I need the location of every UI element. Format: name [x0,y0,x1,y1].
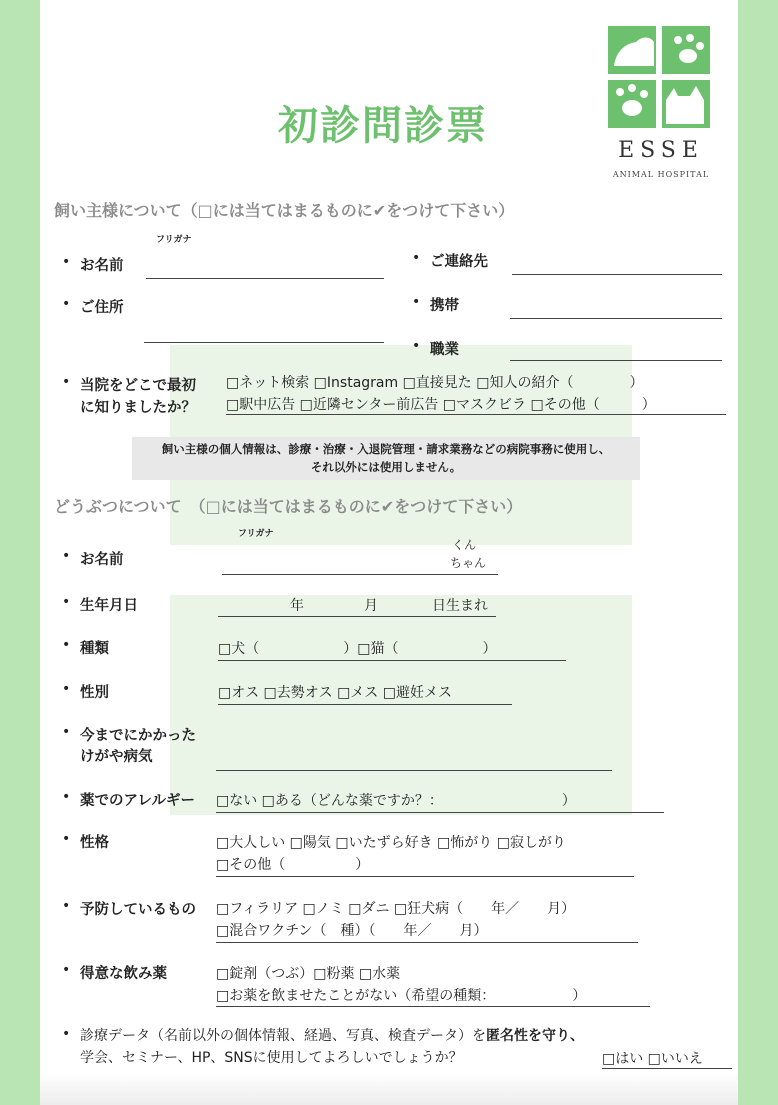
consent-anonymity: 匿名性を守り、 [486,1028,584,1044]
temperament-underline [216,876,634,877]
species-options[interactable]: □犬（ ）□猫（ ） [218,641,497,657]
bullet: • [412,294,421,310]
species-underline [218,660,566,661]
animal-name-label: お名前 [80,552,124,568]
medicine-label: 得意な飲み薬 [80,966,167,982]
prevention-options-line2[interactable]: □混合ワクチン（ 種）（ 年／ 月） [216,923,488,939]
birth-year-unit: 年 [290,598,304,614]
address-label: ご住所 [80,300,124,316]
bullet: • [62,637,71,653]
source-underline [226,414,726,415]
source-label-line2: に知りましたか？ [80,400,196,416]
page-title: 初診問診票 [278,103,488,149]
bullet: • [62,724,71,740]
temperament-options-line1[interactable]: □大人しい □陽気 □いたずら好き □怖がり □寂しがり [216,835,566,851]
bullet: • [62,831,71,847]
bullet: • [62,594,71,610]
left-green-band [0,0,40,1105]
medicine-options-line2[interactable]: □お薬を飲ませたことがない（希望の種類： ） [216,988,587,1004]
birth-label: 生年月日 [80,598,138,614]
job-label: 職業 [430,342,459,358]
source-options-line1[interactable]: □ネット検索 □Instagram □直接見た □知人の紹介（ ） [226,375,644,391]
source-options-line2[interactable]: □駅中広告 □近隣センター前広告 □マスクビラ □その他（ ） [226,397,656,413]
consent-line1 [80,1025,584,1045]
kun-suffix[interactable]: くん [452,538,477,552]
mobile-field[interactable] [510,318,722,319]
bullet: • [62,789,71,805]
right-green-band [738,0,778,1105]
page-bottom-fade [40,1072,738,1105]
bullet: • [62,962,71,978]
bullet: • [62,296,71,312]
birth-field[interactable] [218,616,496,617]
contact-field[interactable] [512,274,722,275]
owner-name-field[interactable] [146,278,384,279]
medicine-underline [216,1006,650,1007]
bullet: • [62,681,71,697]
job-field[interactable] [510,360,722,361]
privacy-notice-line2: それ以外には使用しません。 [310,460,462,474]
contact-label: ご連絡先 [430,254,488,270]
owner-name-label: お名前 [80,258,124,274]
prevention-options-line1[interactable]: □フィラリア □ノミ □ダニ □狂犬病（ 年／ 月） [216,901,576,917]
bullet: • [62,254,71,270]
consent-line1-text: 診療データ（名前以外の個体情報、経過、写真、検査データ）を [80,1028,486,1044]
history-label-line2: けがや病気 [80,749,153,765]
temperament-label: 性格 [80,835,109,851]
species-label: 種類 [80,641,109,657]
consent-line2: 学会、セミナー、HP、SNSに使用してよろしいでしょうか？ [80,1050,463,1066]
bullet: • [62,548,71,564]
bullet: • [412,338,421,354]
mobile-label: 携帯 [430,298,459,314]
history-label-line1: 今までにかかった [80,728,196,744]
source-label-line1: 当院をどこで最初 [80,378,196,394]
bullet: • [62,1026,71,1042]
chan-suffix[interactable]: ちゃん [450,556,487,570]
privacy-notice [132,437,640,480]
privacy-notice-line1: 飼い主様の個人情報は、診療・治療・入退院管理・請求業務などの病院事務に使用し、 [161,442,611,456]
logo-wordmark: ESSE [618,138,704,163]
owner-furigana-label: フリガナ [156,235,192,245]
prevention-underline [216,942,638,943]
sex-underline [218,704,512,705]
logo-subtitle: ANIMAL HOSPITAL [612,170,710,179]
birth-day-unit: 日生まれ [432,598,488,614]
sex-label: 性別 [80,685,109,701]
esse-logo-icon [608,26,710,128]
allergy-options[interactable]: □ない □ある（どんな薬ですか？： ） [216,793,576,809]
owner-section-heading: 飼い主様について（□には当てはまるものに✔をつけて下さい） [54,201,515,220]
bullet: • [412,250,421,266]
history-field[interactable] [216,770,612,771]
animal-section-heading: どうぶつについて （□には当てはまるものに✔をつけて下さい） [54,497,523,516]
paw-watermark [170,595,632,815]
bullet: • [62,898,71,914]
allergy-underline [216,812,664,813]
medicine-options-line1[interactable]: □錠剤（つぶ）□粉薬 □水薬 [216,966,401,982]
bullet: • [62,374,71,390]
form-page [40,0,738,1105]
allergy-label: 薬でのアレルギー [80,793,196,809]
temperament-options-line2[interactable]: □その他（ ） [216,857,370,873]
address-field[interactable] [144,342,384,343]
sex-options[interactable]: □オス □去勢オス □メス □避妊メス [218,685,452,701]
prevention-label: 予防しているもの [80,902,196,918]
animal-name-field[interactable] [222,574,498,575]
consent-underline [602,1068,732,1069]
animal-furigana-label: フリガナ [238,529,274,539]
birth-month-unit: 月 [364,598,378,614]
consent-options[interactable]: □はい □いいえ [602,1051,703,1067]
